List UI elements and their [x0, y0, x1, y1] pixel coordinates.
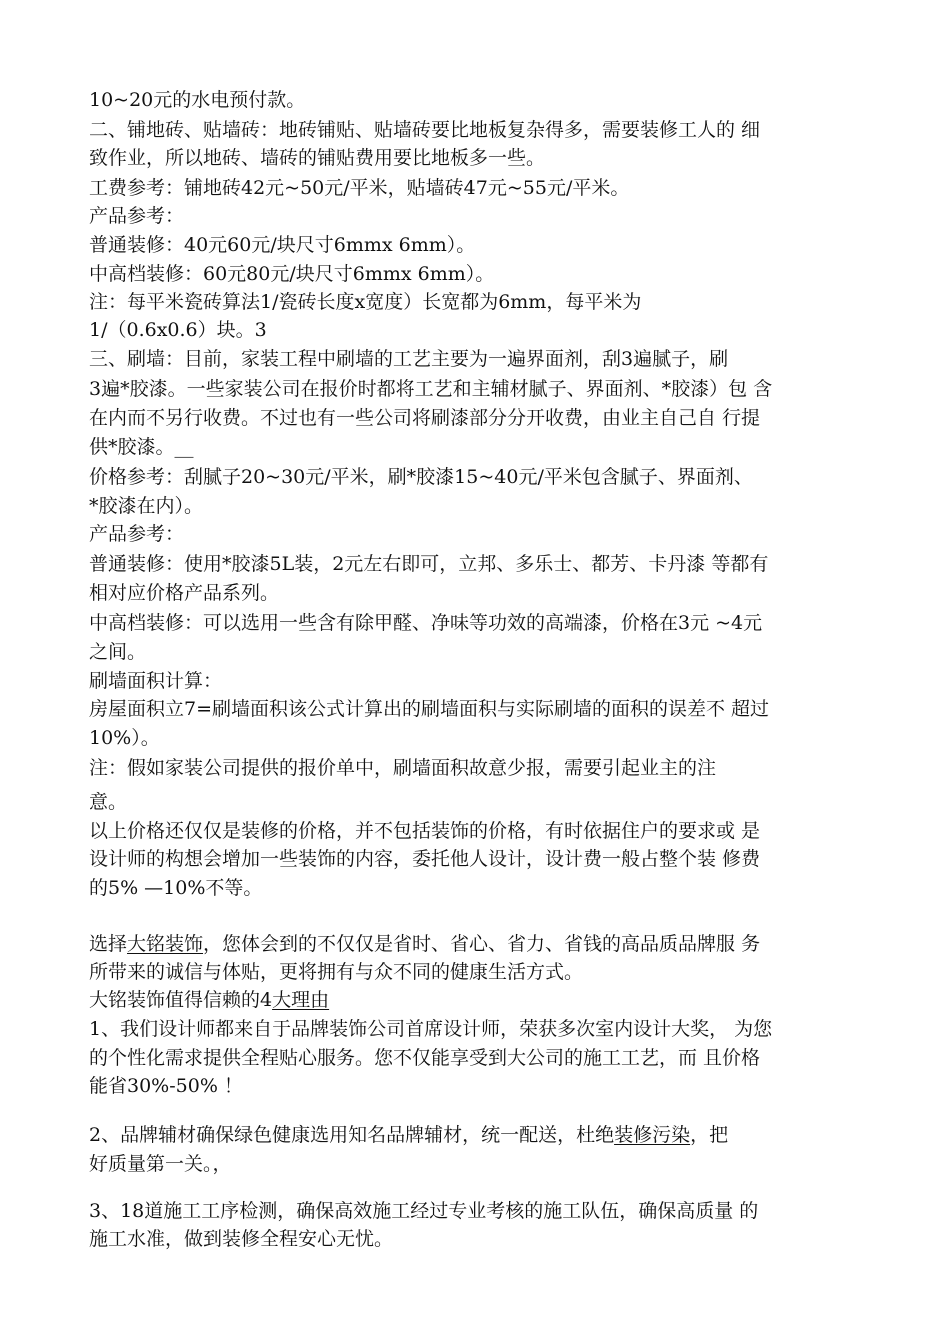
reasons-heading [89, 987, 329, 1013]
reasons-heading-prefix: 大铭装饰值得信赖的4 [89, 989, 273, 1011]
text-line: 普通装修：40元60元/块尺寸6mmx 6mm）。 [89, 234, 476, 256]
reason-2-line1 [89, 1122, 728, 1148]
text-line: 三、刷墙：目前，家装工程中刷墙的工艺主要为一遍界面剂，刮3遍腻子，刷 [89, 348, 729, 370]
text-line: 供*胶漆。__ [89, 436, 194, 458]
reason-2-rest: ，把 [690, 1124, 729, 1146]
text-line: 工费参考：铺地砖42元~50元/平米，贴墙砖47元~55元/平米。 [89, 177, 630, 199]
reason-2-line2: 好质量第一关。， [89, 1153, 232, 1175]
brand-link[interactable]: 大铭装饰 [127, 933, 204, 955]
text-line: 二、铺地砖、贴墙砖：地砖铺贴、贴墙砖要比地板复杂得多，需要装修工人的 细 [89, 119, 761, 141]
text-line: 在内而不另行收费。不过也有一些公司将刷漆部分分开收费，由业主自己自 行提 [89, 407, 761, 429]
text-line: 的5% —10%不等。 [89, 877, 263, 899]
text-line: 以上价格还仅仅是装修的价格，并不包括装饰的价格，有时依据住户的要求或 是 [89, 820, 761, 842]
reason-1-line2: 的个性化需求提供全程贴心服务。您不仅能享受到大公司的施工工艺，而 且价格 [89, 1047, 761, 1069]
text-line: 价格参考：刮腻子20~30元/平米，刷*胶漆15~40元/平米包含腻子、界面剂、 [89, 466, 753, 488]
text-line: 房屋面积立7=刷墙面积该公式计算出的刷墙面积与实际刷墙的面积的误差不 超过 [89, 698, 770, 720]
text-line: 中高档装修：可以选用一些含有除甲醛、净味等功效的高端漆，价格在3元 ~4元 [89, 612, 763, 634]
text-line: 注：假如家装公司提供的报价单中，刷墙面积故意少报，需要引起业主的注 [89, 757, 717, 779]
decoration-pollution-link[interactable]: 装修污染 [614, 1124, 691, 1146]
promo-intro-prefix: 选择 [89, 933, 128, 955]
text-line: 普通装修：使用*胶漆5L装，2元左右即可，立邦、多乐士、都芳、卡丹漆 等都有 [89, 553, 769, 575]
promo-intro-line2: 所带来的诚信与体贴，更将拥有与众不同的健康生活方式。 [89, 961, 584, 983]
text-line: 10%）。 [89, 727, 160, 749]
text-line: 中高档装修：60元80元/块尺寸6mmx 6mm）。 [89, 263, 495, 285]
text-line: 3遍*胶漆。一些家装公司在报价时都将工艺和主辅材腻子、界面剂、*胶漆）包 含 [89, 378, 773, 400]
reason-3-line1: 3、18道施工工序检测，确保高效施工经过专业考核的施工队伍，确保高质量 的 [89, 1200, 759, 1222]
text-line: 产品参考： [89, 205, 185, 227]
promo-intro [89, 931, 760, 957]
text-line: 意。 [89, 791, 128, 813]
text-line: 致作业，所以地砖、墙砖的铺贴费用要比地板多一些。 [89, 147, 546, 169]
text-line: 相对应价格产品系列。 [89, 582, 280, 604]
reason-2-prefix: 2、品牌辅材确保绿色健康选用知名品牌辅材，统一配送，杜绝 [89, 1124, 615, 1146]
reason-3-line2: 施工水准，做到装修全程安心无忧。 [89, 1228, 394, 1250]
text-line: 之间。 [89, 641, 147, 663]
text-line: 1/（0.6x0.6）块。3 [89, 319, 267, 341]
text-line: 10~20元的水电预付款。 [89, 89, 306, 111]
text-line: 注：每平米瓷砖算法1/瓷砖长度x宽度）长宽都为6mm，每平米为 [89, 291, 642, 313]
text-line: *胶漆在内）。 [89, 495, 204, 517]
text-line: 产品参考： [89, 523, 185, 545]
reason-1-line1: 1、我们设计师都来自于品牌装饰公司首席设计师，荣获多次室内设计大奖， 为您 [89, 1018, 773, 1040]
text-line: 设计师的构想会增加一些装饰的内容，委托他人设计，设计费一般占整个装 修费 [89, 848, 761, 870]
promo-intro-rest: ，您体会到的不仅仅是省时、省心、省力、省钱的高品质品牌服 务 [203, 933, 761, 955]
text-line: 刷墙面积计算： [89, 670, 223, 692]
reasons-link[interactable]: 大理由 [272, 989, 330, 1011]
reason-1-line3: 能省30%-50% ！ [89, 1075, 243, 1097]
